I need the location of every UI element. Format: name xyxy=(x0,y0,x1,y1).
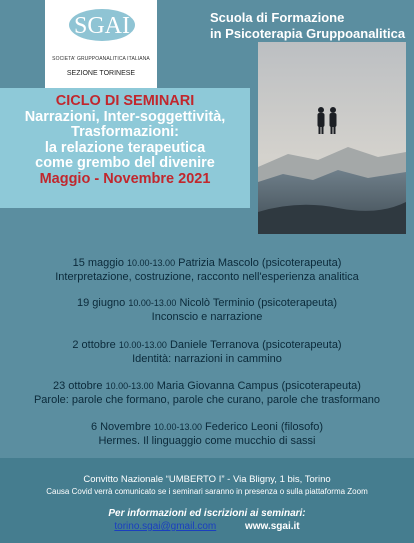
seminar-role: (filosofo) xyxy=(280,421,324,433)
seminar-speaker: Nicolò Terminio xyxy=(179,297,255,309)
seminar-role: (psicoterapeuta) xyxy=(261,257,342,269)
seminars-list xyxy=(0,240,414,458)
seminar-time: 10.00-13.00 xyxy=(105,381,154,391)
website-link[interactable]: www.sgai.it xyxy=(245,521,300,532)
seminar-role: (psicoterapeuta) xyxy=(281,380,361,392)
info-heading: Per informazioni ed iscrizioni ai seminari: xyxy=(108,508,306,519)
school-line-2: in Psicoterapia Gruppoanalitica xyxy=(210,26,406,41)
seminar-item xyxy=(0,420,414,448)
cycle-title-line-2: Trasformazioni: xyxy=(71,124,179,140)
seminar-cycle-title-box xyxy=(0,88,250,208)
seminar-role: (psicoterapeuta) xyxy=(262,339,342,351)
seminar-speaker: Daniele Terranova xyxy=(169,339,260,351)
covid-note: Causa Covid verrà comunicato se i seminari saranno in presenza o sulla piattaforma Zoom xyxy=(46,487,368,496)
seminar-speaker: Maria Giovanna Campus xyxy=(156,380,279,392)
seminar-date: 6 Novembre xyxy=(90,421,151,433)
venue-address: Convitto Nazionale “UMBERTO I” - Via Bligny, 1 bis, Torino xyxy=(83,474,331,485)
cycle-dates: Maggio - Novembre 2021 xyxy=(39,170,211,187)
seminar-date: 23 ottobre xyxy=(53,380,103,392)
seminar-time: 10.00-13.00 xyxy=(153,422,202,432)
sgai-logo xyxy=(45,0,157,90)
seminar-item xyxy=(0,256,414,284)
cycle-heading: CICLO DI SEMINARI xyxy=(55,93,195,109)
cycle-title-line-1: Narrazioni, Inter-soggettività, xyxy=(24,108,226,125)
seminar-time: 10.00-13.00 xyxy=(128,298,177,308)
school-title xyxy=(210,10,410,42)
logo-society-name: SOCIETA' GRUPPOANALITICA ITALIANA xyxy=(52,56,150,62)
footer-band xyxy=(0,458,414,543)
cycle-title-line-4: come grembo del divenire xyxy=(35,155,215,171)
seminar-date: 19 giugno xyxy=(76,297,126,309)
seminar-time: 10.00-13.00 xyxy=(127,258,176,268)
seminar-item xyxy=(0,296,414,324)
seminar-topic: Parole: parole che formano, parole che curano, parole che trasformano xyxy=(33,394,381,406)
seminar-topic: Inconscio e narrazione xyxy=(151,311,263,323)
seminar-item xyxy=(0,379,414,407)
sgai-logo-mark xyxy=(67,6,137,44)
seminar-date: 2 ottobre xyxy=(72,339,116,351)
cycle-title-line-3: la relazione terapeutica xyxy=(44,139,206,156)
surreal-painting-image xyxy=(258,42,406,234)
seminar-topic: Hermes. Il linguaggio come mucchio di sassi xyxy=(98,435,316,447)
header-band xyxy=(0,0,414,240)
logo-wordmark: SGAI xyxy=(73,13,131,39)
seminar-role: (psicoterapeuta) xyxy=(257,297,338,309)
seminar-topic: Interpretazione, costruzione, racconto nell'esperienza analitica xyxy=(55,271,359,283)
seminar-speaker: Federico Leoni xyxy=(205,421,278,433)
email-link[interactable]: torino.sgai@gmail.com xyxy=(114,521,217,532)
seminar-topic: Identità: narrazioni in cammino xyxy=(132,353,282,365)
seminar-date: 15 maggio xyxy=(72,257,124,269)
school-line-1: Scuola di Formazione xyxy=(210,10,345,25)
seminar-time: 10.00-13.00 xyxy=(118,340,167,350)
contacts-row xyxy=(0,521,414,532)
logo-section-name: SEZIONE TORINESE xyxy=(66,70,136,77)
seminar-speaker: Patrizia Mascolo xyxy=(178,257,259,269)
seminar-item xyxy=(0,338,414,366)
